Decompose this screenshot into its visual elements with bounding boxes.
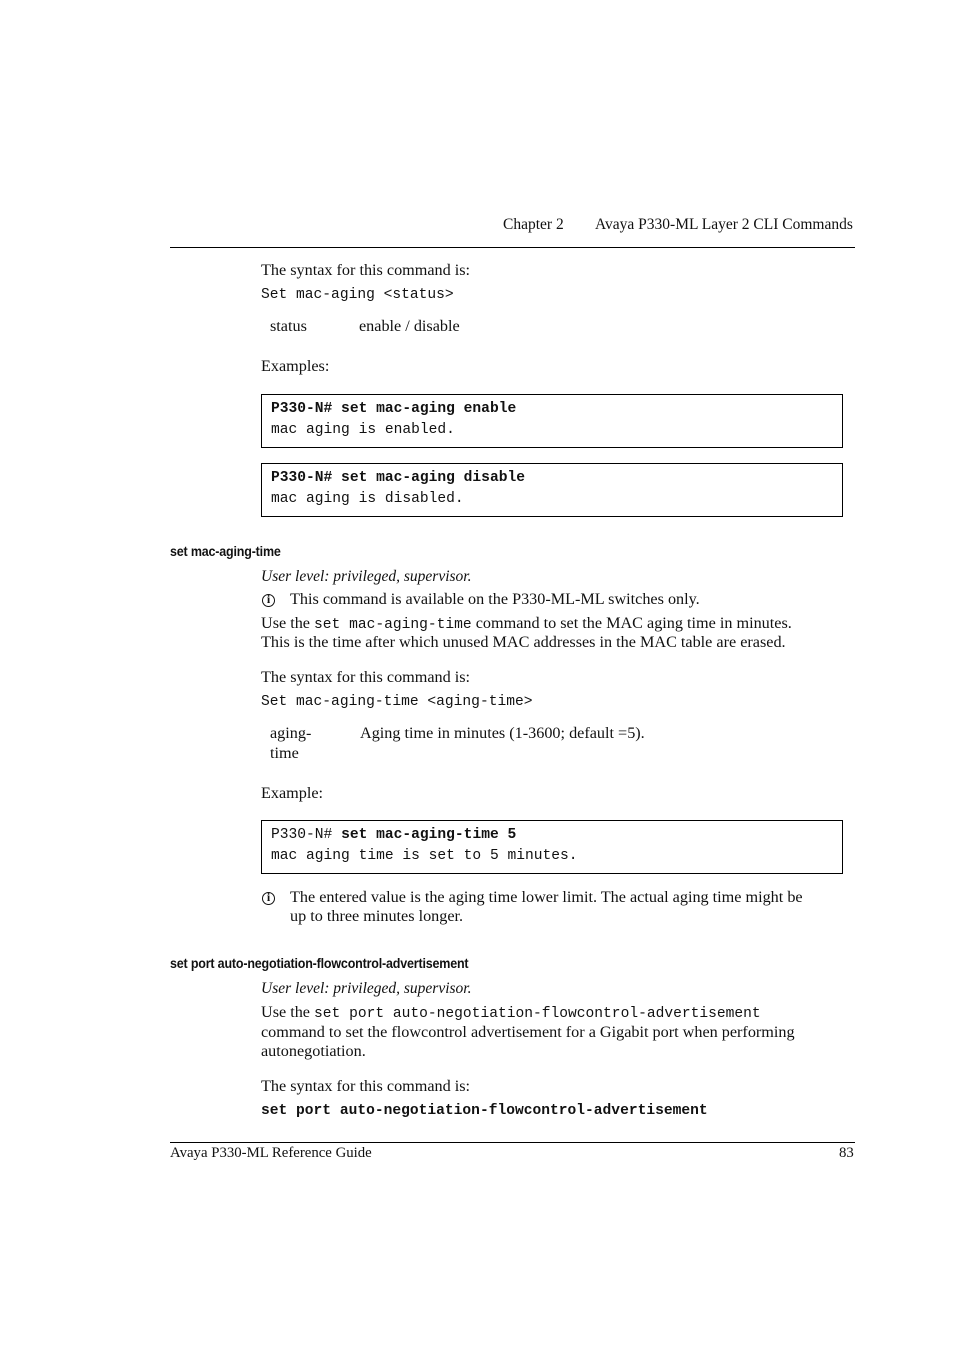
usage-line-2: This is the time after which unused MAC addresses in the MAC table are erased.	[261, 633, 786, 651]
section-heading: set port auto-negotiation-flowcontrol-advertisement	[170, 956, 469, 971]
syntax-line: Set mac-aging <status>	[261, 287, 454, 303]
note-text-cont: up to three minutes longer.	[290, 907, 464, 925]
user-level: User level: privileged, supervisor.	[261, 980, 472, 997]
usage-prefix: Use the	[261, 1003, 310, 1021]
usage-suffix: command to set the MAC aging time in minutes.	[475, 614, 792, 632]
code-command: set mac-aging-time 5	[341, 827, 517, 843]
param-name: status	[270, 317, 307, 335]
code-prompt: P330-N#	[271, 827, 333, 843]
usage-line	[261, 1003, 761, 1022]
footer-guide: Avaya P330-ML Reference Guide	[170, 1145, 372, 1161]
code-output: mac aging is enabled.	[271, 422, 455, 438]
header-chapter: Chapter 2	[503, 216, 564, 233]
code-command: P330-N# set mac-aging enable	[271, 401, 517, 417]
info-icon	[262, 892, 275, 905]
syntax-intro: The syntax for this command is:	[261, 668, 471, 686]
section-heading: set mac-aging-time	[170, 544, 281, 559]
code-command: P330-N# set mac-aging disable	[271, 470, 525, 486]
usage-command: set mac-aging-time	[314, 617, 472, 633]
usage-line-2: command to set the flowcontrol advertisement for a Gigabit port when performing	[261, 1023, 795, 1041]
usage-line	[261, 614, 792, 633]
example-label: Example:	[261, 784, 324, 802]
header-title: Avaya P330-ML Layer 2 CLI Commands	[595, 216, 853, 233]
note-text: The entered value is the aging time lower limit. The actual aging time might be	[290, 888, 803, 906]
note-text: This command is available on the P330-ML-ML switches only.	[290, 590, 700, 608]
code-output: mac aging is disabled.	[271, 491, 464, 507]
code-command-line	[271, 827, 516, 843]
usage-prefix: Use the	[261, 614, 310, 632]
code-output: mac aging time is set to 5 minutes.	[271, 848, 578, 864]
code-example-box	[261, 394, 843, 448]
syntax-intro: The syntax for this command is:	[261, 1077, 471, 1095]
param-name: aging-	[270, 724, 312, 742]
usage-line-3: autonegotiation.	[261, 1042, 366, 1060]
code-example-box	[261, 820, 843, 874]
header-rule	[170, 247, 855, 248]
user-level: User level: privileged, supervisor.	[261, 568, 472, 585]
param-desc: enable / disable	[359, 317, 460, 335]
info-icon	[262, 594, 275, 607]
footer-rule	[170, 1142, 855, 1143]
usage-command: set port auto-negotiation-flowcontrol-advertisement	[314, 1006, 761, 1022]
page-number: 83	[839, 1145, 854, 1161]
examples-label: Examples:	[261, 357, 330, 375]
syntax-line: Set mac-aging-time <aging-time>	[261, 694, 533, 710]
code-example-box	[261, 463, 843, 517]
param-desc: Aging time in minutes (1-3600; default =5).	[360, 724, 645, 742]
syntax-line: set port auto-negotiation-flowcontrol-advertisement	[261, 1103, 708, 1119]
param-name-cont: time	[270, 744, 299, 762]
syntax-intro: The syntax for this command is:	[261, 261, 471, 279]
